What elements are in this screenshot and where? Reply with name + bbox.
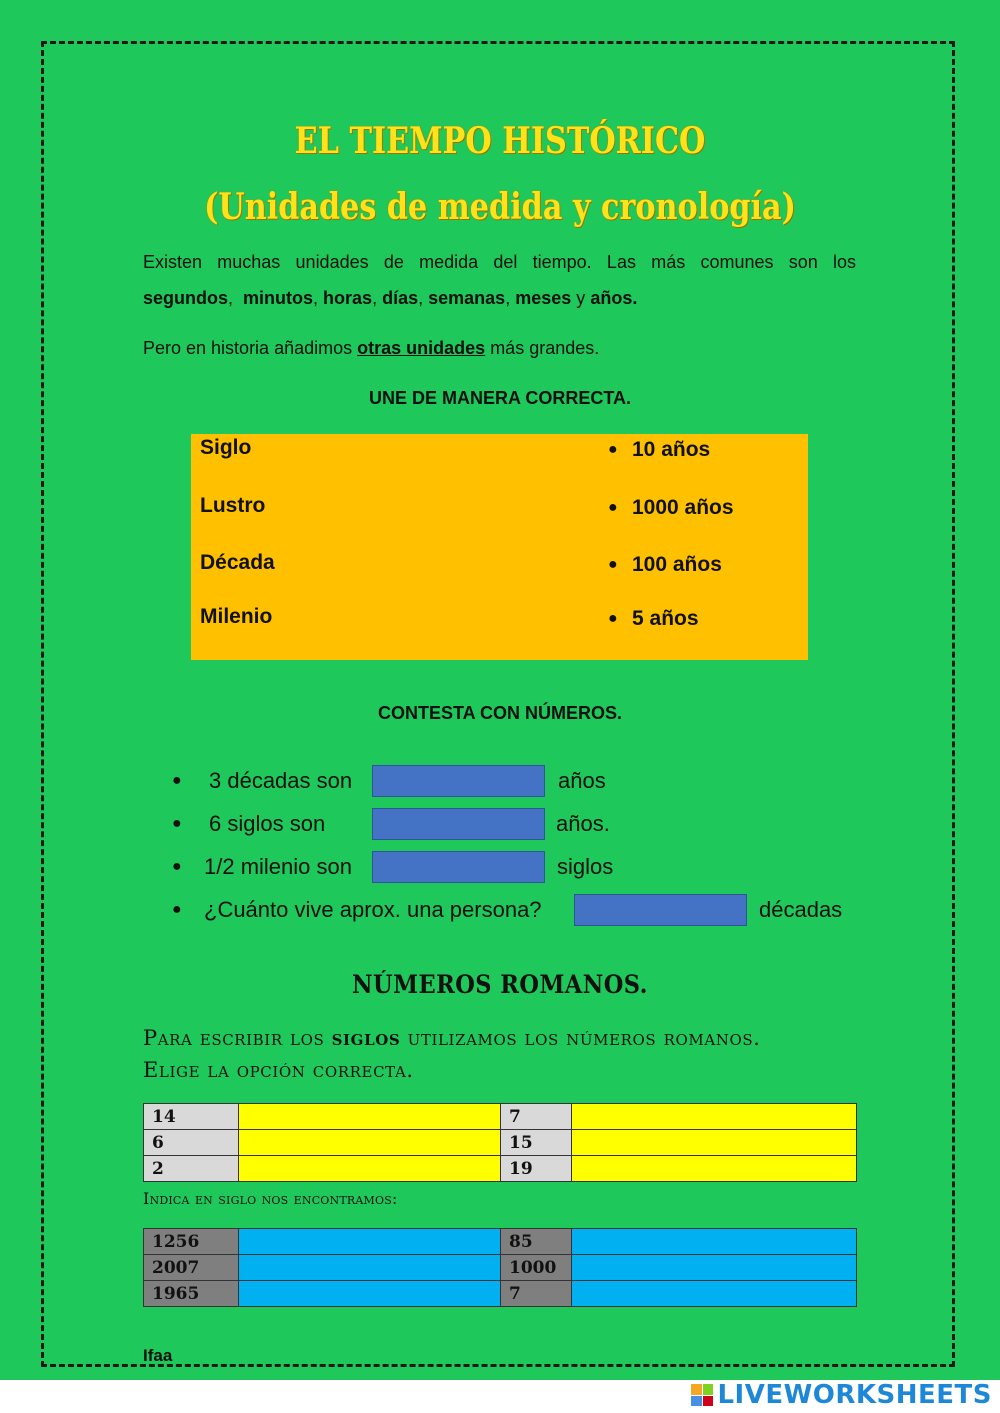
table-row: [144, 1229, 857, 1255]
bullet-icon: ●: [172, 901, 182, 918]
roman-answer-select[interactable]: [239, 1156, 501, 1182]
match-option-label: 1000 años: [632, 496, 734, 519]
intro-line-1: Existen muchas unidades de medida del tiempo. Las más comunes son los: [143, 252, 856, 272]
match-term[interactable]: Década: [200, 551, 275, 574]
question-text: 1/2 milenio son: [204, 854, 352, 879]
question-unit: décadas: [759, 897, 843, 922]
year-cell: 2007: [144, 1255, 239, 1281]
match-term[interactable]: Lustro: [200, 494, 266, 517]
century-answer-input[interactable]: [572, 1229, 857, 1255]
roman-answer-select[interactable]: [239, 1104, 501, 1130]
table-row: [144, 1130, 857, 1156]
bullet-icon: ●: [608, 610, 618, 627]
century-answer-input[interactable]: [239, 1281, 501, 1307]
question-row: [172, 851, 622, 883]
unit-word: horas: [323, 288, 373, 308]
number-cell: 7: [501, 1104, 572, 1130]
answer-input[interactable]: [372, 851, 545, 883]
match-option[interactable]: [608, 607, 699, 631]
number-cell: 14: [144, 1104, 239, 1130]
roman-intro-emphasis: siglos: [331, 1025, 401, 1050]
year-cell: 1000: [501, 1255, 572, 1281]
match-option[interactable]: [608, 553, 722, 577]
roman-answer-select[interactable]: [572, 1104, 857, 1130]
match-term[interactable]: Milenio: [200, 605, 273, 628]
question-text: 3 décadas son: [209, 768, 353, 793]
unit-word: minutos: [243, 288, 314, 308]
roman-answer-select[interactable]: [572, 1130, 857, 1156]
match-option-label: 10 años: [632, 438, 711, 461]
answer-input[interactable]: [372, 765, 545, 797]
conjunction: y: [576, 288, 586, 308]
brand-squares-icon: [691, 1384, 713, 1406]
table-row: [144, 1255, 857, 1281]
year-cell: 1965: [144, 1281, 239, 1307]
answer-heading: CONTESTA CON NÚMEROS.: [377, 703, 622, 723]
unit-word: semanas: [428, 288, 506, 308]
bullet-icon: ●: [172, 858, 182, 875]
table-row: [144, 1281, 857, 1307]
roman-intro-line-2: Elige la opción correcta.: [143, 1058, 414, 1082]
roman-answer-select[interactable]: [239, 1130, 501, 1156]
roman-intro-post: utilizamos los números romanos.: [407, 1026, 761, 1050]
century-heading: Indica en siglo nos encontramos:: [143, 1189, 398, 1208]
match-option[interactable]: [608, 438, 710, 462]
roman-intro-line-1: [143, 1025, 761, 1050]
roman-intro-pre: Para escribir los: [143, 1026, 325, 1050]
unit-word: días: [382, 288, 419, 308]
year-cell: 85: [501, 1229, 572, 1255]
number-cell: 6: [144, 1130, 239, 1156]
question-text: 6 siglos son: [209, 811, 326, 836]
match-option-label: 100 años: [632, 553, 722, 576]
bullet-icon: ●: [608, 556, 618, 573]
match-option[interactable]: [608, 496, 734, 520]
question-unit: años.: [556, 811, 610, 836]
year-cell: 1256: [144, 1229, 239, 1255]
bullet-icon: ●: [608, 499, 618, 516]
number-cell: 2: [144, 1156, 239, 1182]
roman-heading: NÚMEROS ROMANOS.: [352, 970, 648, 999]
intro-line-3: [143, 330, 856, 366]
worksheet-subtitle: (Unidades de medida y cronología): [204, 186, 796, 228]
century-answer-input[interactable]: [239, 1229, 501, 1255]
table-row: [144, 1156, 857, 1182]
century-answer-input[interactable]: [572, 1255, 857, 1281]
brand-name: LIVEWORKSHEETS: [717, 1380, 992, 1410]
question-unit: siglos: [557, 854, 614, 879]
bullet-icon: ●: [172, 772, 182, 789]
intro-units-line: segundos, minutos, horas, días, semanas, meses y años.: [143, 288, 638, 308]
match-term[interactable]: Siglo: [200, 436, 252, 459]
question-text: ¿Cuánto vive aprox. una persona?: [204, 897, 542, 922]
bullet-icon: ●: [608, 441, 618, 458]
unit-word: años.: [590, 288, 638, 308]
century-table: [143, 1228, 857, 1307]
bullet-icon: ●: [172, 815, 182, 832]
question-unit: años: [558, 768, 606, 793]
number-cell: 19: [501, 1156, 572, 1182]
intro-line-3-pre: Pero en historia añadimos: [143, 338, 353, 358]
question-row: [172, 765, 622, 797]
roman-table: [143, 1103, 857, 1182]
match-exercise: [191, 434, 808, 660]
author-name: Ifaa: [143, 1346, 173, 1365]
answer-input[interactable]: [372, 808, 545, 840]
table-row: [144, 1104, 857, 1130]
liveworksheets-logo[interactable]: [691, 1380, 992, 1410]
year-cell: 7: [501, 1281, 572, 1307]
roman-answer-select[interactable]: [572, 1156, 857, 1182]
question-row: [172, 894, 852, 926]
number-cell: 15: [501, 1130, 572, 1156]
match-heading: UNE DE MANERA CORRECTA.: [368, 388, 631, 408]
unit-word: segundos: [143, 288, 229, 308]
century-answer-input[interactable]: [239, 1255, 501, 1281]
intro-line-3-emphasis: otras unidades: [357, 338, 486, 358]
century-answer-input[interactable]: [572, 1281, 857, 1307]
intro-line-3-post: más grandes.: [490, 338, 600, 358]
unit-word: meses: [515, 288, 572, 308]
answer-input[interactable]: [574, 894, 747, 926]
question-row: [172, 808, 622, 840]
worksheet-title: EL TIEMPO HISTÓRICO: [294, 120, 706, 162]
match-option-label: 5 años: [632, 607, 699, 630]
